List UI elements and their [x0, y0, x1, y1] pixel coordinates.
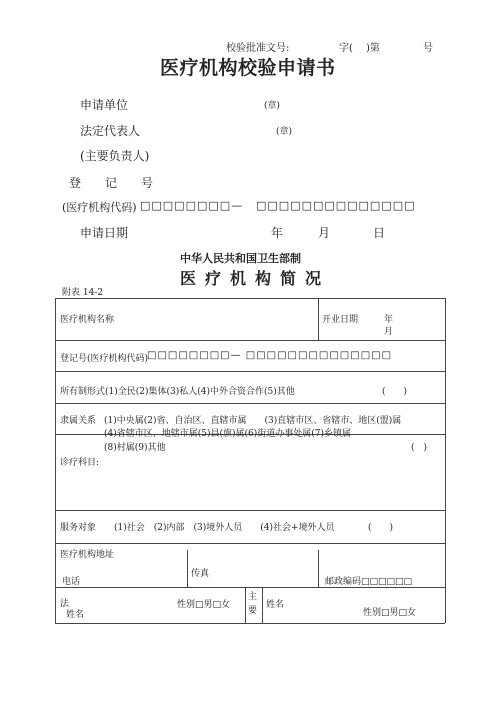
open-year: 年: [384, 315, 394, 325]
date-year: 年: [271, 226, 284, 240]
reg-code-label: (医疗机构代码): [62, 201, 137, 214]
service-target-answer[interactable]: ( ): [368, 523, 394, 533]
affiliation-answer[interactable]: ( ): [411, 443, 428, 453]
main-char-1: 主: [248, 592, 258, 602]
ownership-answer[interactable]: ( ): [382, 387, 408, 397]
overview-title: 医疗机构简况: [180, 269, 331, 288]
approval-paren: )第: [366, 43, 380, 54]
reg-code-boxes-left[interactable]: □□□□□□□□—: [140, 199, 244, 212]
reg-code-boxes-right[interactable]: □□□□□□□□□□□□□□: [256, 199, 416, 212]
applicant-label: 申请单位: [80, 98, 129, 112]
registration-code-boxes[interactable]: □□□□□□□□— □□□□□□□□□□□□□□: [147, 350, 393, 361]
open-month: 月: [384, 327, 394, 337]
affiliation-label: 隶属关系: [60, 416, 97, 426]
address-label: 医疗机构地址: [60, 550, 115, 560]
institution-name-label: 医疗机构名称: [60, 315, 115, 325]
subjects-label: 诊疗科目:: [60, 458, 100, 468]
registration-code-label: 登记号(医疗机构代码): [60, 354, 149, 364]
date-day: 日: [373, 226, 386, 240]
legal-rep-seal: (章): [276, 127, 293, 137]
open-date-label: 开业日期: [322, 315, 359, 325]
legal-gender-options[interactable]: 性别□男□女: [177, 600, 231, 610]
phone-label: 电话: [62, 577, 81, 587]
legal-rep-label: 法定代表人: [80, 124, 141, 138]
date-label: 申请日期: [80, 226, 129, 240]
approval-hao: 号: [423, 43, 433, 54]
application-title: 医疗机构校验申请书: [160, 57, 336, 79]
appendix-label: 附表 14-2: [62, 288, 104, 298]
approval-number-prefix: 校验批准文号:: [226, 43, 290, 54]
fax-label: 传真: [191, 569, 210, 579]
affiliation-line-2: (4)省辖市区、地辖市属(5)县(旗)属(6)街道办事处属(7)乡镇属: [104, 429, 352, 439]
approval-zi: 字(: [339, 43, 353, 54]
registration-label: 登 记 号: [69, 176, 154, 190]
service-target-options: 服务对象 (1)社会 (2)内部 (3)境外人员 (4)社会+境外人员: [60, 523, 335, 533]
main-char-2: 要: [248, 606, 258, 616]
affiliation-line-3: (8)村属(9)其他: [104, 443, 166, 453]
date-month: 月: [318, 226, 331, 240]
legal-char: 法: [60, 599, 70, 609]
principal-gender-options[interactable]: 性别□男□女: [363, 608, 417, 618]
postcode-label[interactable]: 邮政编码□□□□□□: [325, 577, 413, 587]
principal-label: (主要负责人): [80, 149, 150, 163]
affiliation-line-1: (1)中央属(2)省、自治区、直辖市属 (3)直辖市区、省辖市、地区(盟)属: [104, 416, 402, 426]
ownership-options: 所有制形式(1)全民(2)集体(3)私人(4)中外合资合作(5)其他: [60, 387, 295, 397]
applicant-seal: (章): [264, 101, 281, 111]
legal-name-label: 姓名: [66, 610, 85, 620]
ministry-label: 中华人民共和国卫生部制: [180, 252, 301, 265]
principal-name-label: 姓名: [266, 600, 285, 610]
